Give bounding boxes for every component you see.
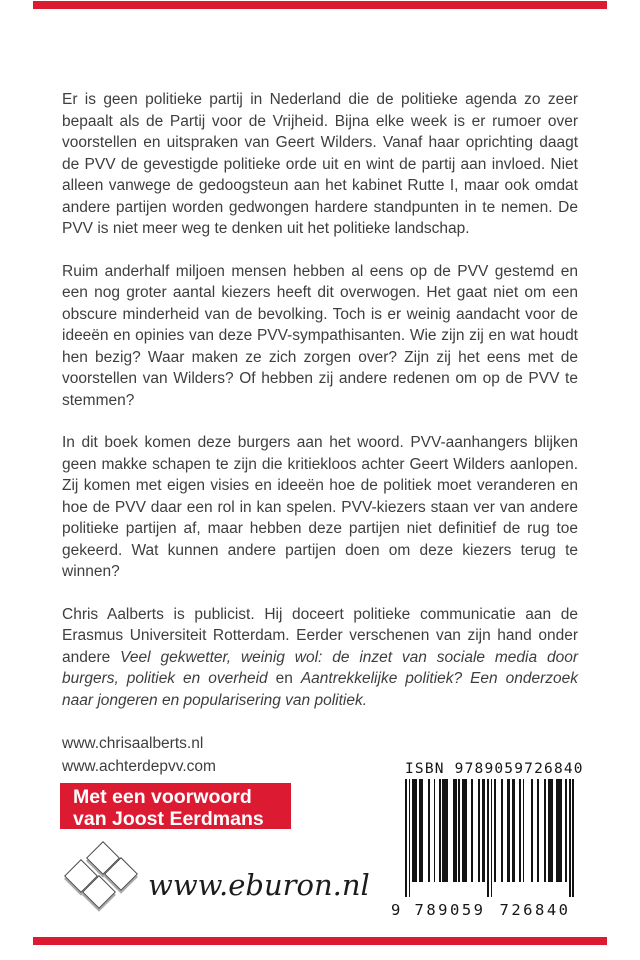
bio-book-title-1: Veel gekwetter, weinig wol: de inzet van sociale media door burgers, politiek en overheid bbox=[62, 648, 578, 687]
body-paragraph-2: Ruim anderhalf miljoen mensen hebben al eens op de PVV gestemd en een nog groter aantal kiezers heeft dit overwogen. Het gaat niet om een obscure minderheid van de bevolking. Toch is er weinig aandacht voor de ideeën en opinies van deze PVV-sympathisanten. Wie zijn zij en wat houdt hen bezig? Waar maken ze zich zorgen over? Zijn zij het eens met de voorstellen van Wilders? Of hebben zij andere redenen om op de PVV te stemmen? bbox=[62, 262, 578, 409]
foreword-banner bbox=[60, 783, 291, 829]
bio-book-title-2: Aantrekkelijke politiek? Een onderzoek naar jongeren en popularisering van politiek. bbox=[62, 670, 579, 709]
publisher-url: www.eburon.nl bbox=[148, 868, 370, 902]
barcode-digits-left: 789059 bbox=[414, 901, 486, 919]
body-paragraph-1: Er is geen politieke partij in Nederland die de politieke agenda zo zeer bepaalt als de Partij voor de Vrijheid. Bijna elke week is er rumoer over voorstellen en uitspraken van Geert Wilders. Vanaf haar oprichting daagt de PVV de gevestigde politieke orde uit en wint de partij aan invloed. Niet alleen vanwege de gedoogsteun aan het kabinet Rutte I, maar ook omdat andere partijen worden gedwongen hardere standpunten in te nemen. De PVV is niet meer weg te denken uit het politieke landschap. bbox=[62, 91, 578, 237]
back-cover-text bbox=[62, 89, 584, 778]
bottom-edge-rule bbox=[33, 937, 607, 945]
bio-text: Chris Aalberts is publicist. Hij doceert politieke communicatie aan de Erasmus Universiteit Rotterdam. Eerder verschenen van zijn hand onder andere bbox=[62, 605, 578, 666]
publisher-block bbox=[60, 846, 370, 912]
foreword-banner-line1: Met een voorwoord bbox=[73, 786, 252, 808]
barcode-digits-right: 726840 bbox=[499, 901, 571, 919]
eburon-diamond-logo bbox=[62, 846, 146, 908]
barcode-module bbox=[572, 779, 574, 897]
author-bio bbox=[62, 604, 578, 712]
foreword-banner-line2: van Joost Eerdmans bbox=[73, 807, 264, 830]
body-paragraph-3: In dit boek komen deze burgers aan het woord. PVV-aanhangers blijken geen makke schapen te zijn die kritiekloos achter Geert Wilders aanlopen. Zij komen met eigen visies en ideeën hoe de politiek moet veranderen en hoe de PVV daar een rol in kan spelen. PVV-kiezers staan ver van andere politieke partijen af, maar hebben deze partijen niet definitief de rug toe gekeerd. Wat kunnen andere partijen doen om deze kiezers terug te winnen? bbox=[62, 434, 578, 580]
barcode-digit-first: 9 bbox=[391, 901, 401, 919]
isbn-barcode bbox=[391, 761, 584, 919]
isbn-label: ISBN 9789059726840 bbox=[405, 761, 584, 777]
book-website: www.achterdepvv.com bbox=[62, 758, 216, 775]
top-edge-rule bbox=[33, 1, 607, 9]
barcode-bars bbox=[391, 779, 577, 919]
author-website: www.chrisaalberts.nl bbox=[62, 735, 204, 752]
bio-text-connector: en bbox=[267, 670, 301, 687]
barcode-digits bbox=[391, 901, 577, 921]
